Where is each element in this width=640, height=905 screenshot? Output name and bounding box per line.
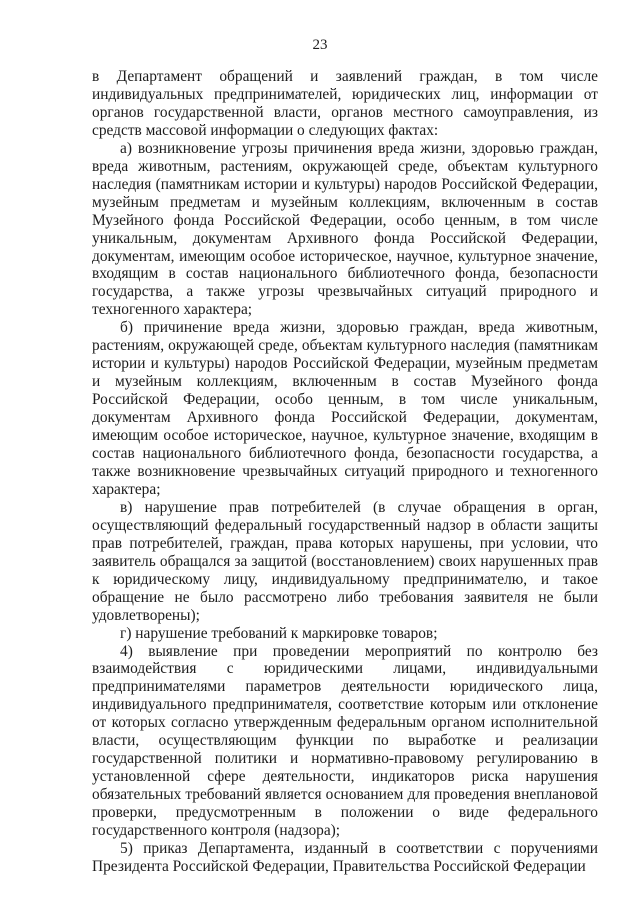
paragraph-item-a: а) возникновение угрозы причинения вреда жизни, здоровью граждан, вреда животным, растениям, окружающей среде, объектам культурного наследия (памятникам истории и культуры) народов Российской Федерации, музейным предметам и музейным коллекциям, включенным в состав Музейного фонда Российской Федерации, особо ценным, в том числе уникальным, документам Архивного фонда Российской Федерации, документам, имеющим особое историческое, научное, культурное значение, входящим в состав национального библиотечного фонда, безопасности государства, а также угрозы чрезвычайных ситуаций природного и техногенного характера;: [92, 139, 598, 319]
page-number: 23: [312, 37, 328, 53]
paragraph-item-v: в) нарушение прав потребителей (в случае обращения в орган, осуществляющий федеральный государственный надзор в области защиты прав потребителей, граждан, права которых нарушены, при условии, что заявитель обращался за защитой (восстановлением) своих нарушенных прав к юридическому лицу, индивидуальному предпринимателю, и такое обращение не было рассмотрено либо требования заявителя не были удовлетворены);: [92, 498, 598, 624]
paragraph-item-5: 5) приказ Департамента, изданный в соответствии с поручениями Президента Российской Федерации, Правительства Российской Федерации: [92, 839, 598, 875]
paragraph-item-g: г) нарушение требований к маркировке товаров;: [120, 624, 438, 642]
paragraph-item-4: 4) выявление при проведении мероприятий по контролю без взаимодействия с юридическими лицами, индивидуальными предпринимателями параметров деятельности юридического лица, индивидуального предпринимателя, соответствие которым или отклонение от которых согласно утвержденным федеральным органом исполнительной власти, осуществляющим функции по выработке и реализации государственной политики и нормативно-правовому регулированию в установленной сфере деятельности, индикаторов риска нарушения обязательных требований является основанием для проведения внеплановой проверки, предусмотренным в положении о виде федерального государственного контроля (надзора);: [92, 642, 598, 840]
paragraph-intro: в Департамент обращений и заявлений граждан, в том числе индивидуальных предпринимателей, юридических лиц, информации от органов государственной власти, органов местного самоуправления, из средств массовой информации о следующих фактах:: [92, 68, 598, 139]
document-body: [92, 68, 598, 876]
paragraph-item-b: б) причинение вреда жизни, здоровью граждан, вреда животным, растениям, окружающей среде, объектам культурного наследия (памятникам истории и культуры) народов Российской Федерации, музейным предметам и музейным коллекциям, включенным в состав Музейного фонда Российской Федерации, особо ценным, в том числе уникальным, документам Архивного фонда Российской Федерации, документам, имеющим особое историческое, научное, культурное значение, входящим в состав национального библиотечного фонда, безопасности государства, а также возникновение чрезвычайных ситуаций природного и техногенного характера;: [92, 319, 598, 498]
